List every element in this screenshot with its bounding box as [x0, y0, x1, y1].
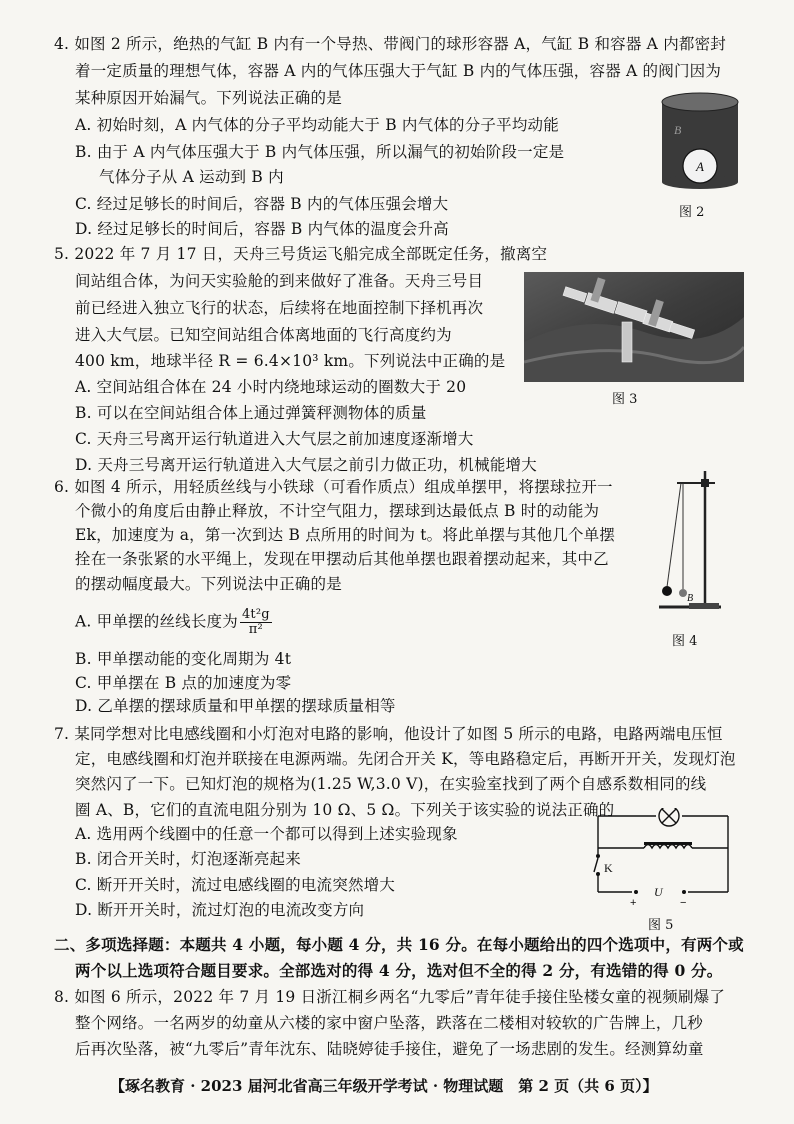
q6-line-2: 个微小的角度后由静止释放，不计空气阻力，摆球到达最低点 B 时的动能为	[75, 502, 600, 520]
q7-line-2: 定，电感线圈和灯泡并联接在电源两端。先闭合开关 K，等电路稳定后，再断开开关，发现灯泡	[75, 750, 736, 768]
figure-4-label-b: B	[687, 593, 694, 604]
q7-option-d: D. 断开开关时，流过灯泡的电流改变方向	[75, 901, 365, 919]
figure-5-circuit	[588, 808, 738, 908]
q8-line-3: 后再次坠落，被“九零后”青年沈东、陆晓婷徒手接住，避免了一场悲剧的发生。经测算幼童	[75, 1040, 704, 1058]
figure-4-pendulum	[655, 465, 725, 625]
q6-option-c: C. 甲单摆在 B 点的加速度为零	[75, 674, 292, 692]
figure-3-space-station-photo	[524, 272, 744, 382]
figure-2-label-b: B	[674, 123, 682, 137]
figure-2-label-a: A	[696, 159, 704, 174]
q4-line-1: 4. 如图 2 所示，绝热的气缸 B 内有一个导热、带阀门的球形容器 A，气缸 B 和容器 A 内都密封	[54, 35, 726, 53]
figure-5-minus: −	[680, 897, 687, 908]
q5-option-c: C. 天舟三号离开运行轨道进入大气层之前加速度逐渐增大	[75, 430, 474, 448]
q6-line-5: 的摆动幅度最大。下列说法中正确的是	[75, 575, 342, 593]
q6-option-b: B. 甲单摆动能的变化周期为 4t	[75, 650, 292, 668]
q5-option-d: D. 天舟三号离开运行轨道进入大气层之前引力做正功，机械能增大	[75, 456, 537, 474]
figure-5-voltage-u: U	[654, 885, 663, 899]
q5-line-3: 前已经进入独立飞行的状态，后续将在地面控制下择机再次	[75, 299, 484, 317]
figure-5-caption: 图 5	[648, 918, 674, 933]
q7-line-4: 圈 A、B，它们的直流电阻分别为 10 Ω、5 Ω。下列关于该实验的说法正确的	[75, 801, 615, 819]
q6-option-a	[75, 608, 274, 637]
q8-line-2: 整个网络。一名两岁的幼童从六楼的家中窗户坠落，跌落在二楼相对较软的广告牌上，几秒	[75, 1014, 704, 1032]
q6-option-d: D. 乙单摆的摆球质量和甲单摆的摆球质量相等	[75, 697, 396, 715]
q5-line-5: 400 km，地球半径 R = 6.4×10³ km。下列说法中正确的是	[75, 352, 506, 370]
q4-line-3: 某种原因开始漏气。下列说法正确的是	[75, 89, 342, 107]
q6-option-a-numerator: 4t²g	[241, 607, 270, 622]
q6-option-a-text: A. 甲单摆的丝线长度为	[75, 612, 238, 631]
figure-3-caption: 图 3	[612, 392, 638, 407]
q4-option-c: C. 经过足够长的时间后，容器 B 内的气体压强会增大	[75, 195, 449, 213]
q5-option-a: A. 空间站组合体在 24 小时内绕地球运动的圈数大于 20	[75, 378, 467, 396]
q5-option-b: B. 可以在空间站组合体上通过弹簧秤测物体的质量	[75, 404, 427, 422]
q6-option-a-fraction	[240, 608, 272, 637]
page-footer: 【琢名教育 · 2023 届河北省高三年级开学考试 · 物理试题 第 2 页（共 6 页）】	[110, 1077, 658, 1095]
section-2-line-1: 二、多项选择题：本题共 4 小题，每小题 4 分，共 16 分。在每小题给出的四个选项中，有两个或	[54, 935, 744, 954]
q5-line-2: 间站组合体，为问天实验舱的到来做好了准备。天舟三号目	[75, 272, 484, 290]
q4-option-a: A. 初始时刻，A 内气体的分子平均动能大于 B 内气体的分子平均动能	[75, 116, 559, 134]
q6-line-3: Ek，加速度为 a，第一次到达 B 点所用的时间为 t。将此单摆与其他几个单摆	[75, 526, 616, 544]
q7-line-3: 突然闪了一下。已知灯泡的规格为(1.25 W,3.0 V)，在实验室找到了两个自感系数相同的线	[75, 775, 707, 793]
q4-option-b-cont: 气体分子从 A 运动到 B 内	[99, 168, 284, 186]
q7-option-b: B. 闭合开关时，灯泡逐渐亮起来	[75, 850, 301, 868]
q5-line-4: 进入大气层。已知空间站组合体离地面的飞行高度约为	[75, 326, 452, 344]
q4-line-2: 着一定质量的理想气体，容器 A 内的气体压强大于气缸 B 内的气体压强，容器 A 的阀门因为	[75, 62, 722, 80]
q4-option-b: B. 由于 A 内气体压强大于 B 内气体压强，所以漏气的初始阶段一定是	[75, 143, 565, 161]
q7-option-a: A. 选用两个线圈中的任意一个都可以得到上述实验现象	[75, 825, 458, 843]
q6-line-1: 6. 如图 4 所示，用轻质丝线与小铁球（可看作质点）组成单摆甲，将摆球拉开一	[54, 478, 613, 496]
figure-5-plus: +	[630, 897, 637, 908]
q6-option-a-denominator: π²	[248, 622, 263, 637]
figure-5-switch-k: K	[604, 861, 613, 875]
q6-line-4: 拴在一条张紧的水平绳上，发现在甲摆动后其他单摆也跟着摆动起来，其中乙	[75, 550, 609, 568]
q8-line-1: 8. 如图 6 所示，2022 年 7 月 19 日浙江桐乡两名“九零后”青年徒手接住坠楼女童的视频刷爆了	[54, 988, 726, 1006]
q7-line-1: 7. 某同学想对比电感线圈和小灯泡对电路的影响，他设计了如图 5 所示的电路，电路两端电压恒	[54, 725, 723, 743]
q5-line-1: 5. 2022 年 7 月 17 日，天舟三号货运飞船完成全部既定任务，撤离空	[54, 245, 548, 263]
q4-option-d: D. 经过足够长的时间后，容器 B 内气体的温度会升高	[75, 220, 449, 238]
figure-2-caption: 图 2	[679, 205, 705, 220]
q7-option-c: C. 断开开关时，流过电感线圈的电流突然增大	[75, 876, 396, 894]
figure-4-caption: 图 4	[672, 634, 698, 649]
section-2-line-2: 两个以上选项符合题目要求。全部选对的得 4 分，选对但不全的得 2 分，有选错的得 0 分。	[75, 961, 723, 980]
figure-2-cylinder	[660, 90, 742, 190]
